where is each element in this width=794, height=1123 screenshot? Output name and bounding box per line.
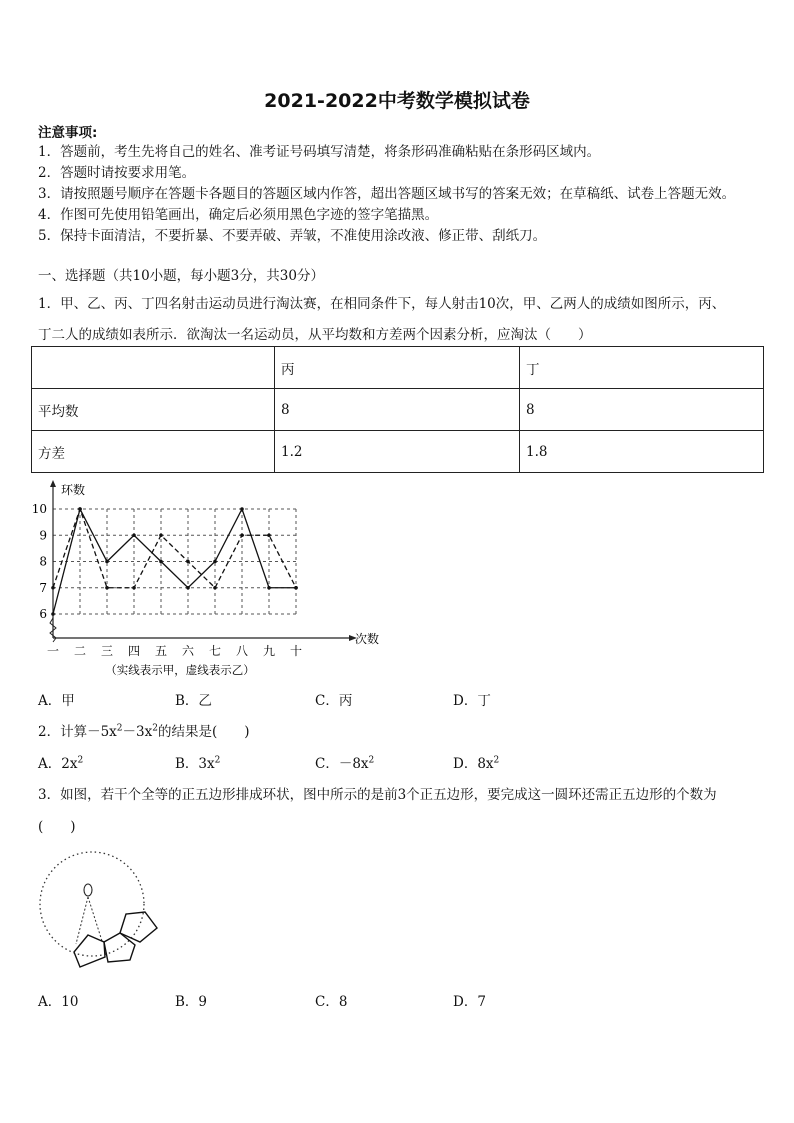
- q1-option-c[interactable]: C．丙: [315, 693, 353, 709]
- section-heading: 一、选择题（共10小题，每小题3分，共30分）: [38, 268, 324, 284]
- x-tick-label: 二: [73, 644, 87, 658]
- notice-item: 4．作图可先使用铅笔画出，确定后必须用黑色字迹的签字笔描黑。: [38, 207, 439, 223]
- x-tick-label: 八: [235, 644, 249, 658]
- y-tick-label: 10: [31, 502, 47, 516]
- y-tick-label: 6: [39, 607, 47, 621]
- notice-item: 3．请按照题号顺序在答题卡各题目的答题区域内作答，超出答题区域书写的答案无效；在草稿纸、试卷上答题无效。: [38, 186, 736, 202]
- exponent: 2: [214, 755, 221, 766]
- page-title: 2021-2022中考数学模拟试卷: [264, 90, 530, 112]
- option-label: B．3x: [175, 756, 215, 772]
- y-axis-arrow: [50, 480, 56, 487]
- pentagon-1: [74, 935, 105, 967]
- score-line-chart: [28, 478, 388, 683]
- data-point-乙: [213, 586, 217, 590]
- x-tick-label: 五: [154, 644, 168, 658]
- table-header-row: [32, 347, 764, 389]
- notice-item: 2．答题时请按要求用笔。: [38, 165, 196, 181]
- q3-option-b[interactable]: B．9: [175, 994, 208, 1010]
- score-table: [31, 346, 764, 473]
- q3-stem-line1: 3．如图，若干个全等的正五边形排成环状，图中所示的是前3个正五边形，要完成这一圆环还需正五边形的个数为: [38, 787, 717, 803]
- q1-option-a[interactable]: A．甲: [38, 693, 75, 709]
- table-cell: 8: [275, 389, 520, 431]
- q3-stem-line2: ( ): [38, 819, 76, 835]
- x-tick-label: 九: [262, 644, 276, 658]
- y-axis-label: 环数: [61, 483, 86, 497]
- data-point-甲: [186, 586, 190, 590]
- data-point-乙: [132, 586, 136, 590]
- q1-stem-line1: 1．甲、乙、丙、丁四名射击运动员进行淘汰赛，在相同条件下，每人射击10次，甲、乙两人的成绩如图所示，丙、: [38, 296, 726, 312]
- x-tick-label: 六: [181, 644, 195, 658]
- table-cell: 1.2: [275, 431, 520, 473]
- x-axis-label: 次数: [355, 632, 380, 646]
- notice-heading: 注意事项:: [38, 125, 98, 141]
- x-tick-label: 三: [100, 644, 114, 658]
- q2-option-a[interactable]: [38, 752, 83, 772]
- notice-item: 1．答题前，考生先将自己的姓名、准考证号码填写清楚，将条形码准确粘贴在条形码区域内。: [38, 144, 601, 160]
- table-cell: [32, 347, 275, 389]
- x-tick-label: 十: [289, 644, 303, 658]
- exponent: 2: [368, 755, 375, 766]
- y-tick-label: 8: [39, 554, 47, 569]
- q1-stem-line2: 丁二人的成绩如表所示．欲淘汰一名运动员，从平均数和方差两个因素分析，应淘汰（ ）: [38, 327, 592, 343]
- x-tick-label: 四: [127, 644, 141, 658]
- pentagon-ring-figure: [30, 842, 170, 977]
- data-point-乙: [240, 533, 244, 537]
- data-point-甲: [267, 586, 271, 590]
- data-point-乙: [78, 507, 82, 511]
- q2-option-d[interactable]: [453, 752, 499, 772]
- option-label: A．2x: [38, 756, 78, 772]
- table-row: [32, 389, 764, 431]
- table-row: [32, 431, 764, 473]
- data-point-乙: [51, 586, 55, 590]
- option-label: C．－8x: [315, 756, 369, 772]
- q2-text: －3x: [122, 724, 153, 740]
- table-cell: 方差: [32, 431, 275, 473]
- data-point-乙: [267, 533, 271, 537]
- x-tick-label: 一: [46, 644, 60, 658]
- q3-option-c[interactable]: C．8: [315, 994, 348, 1010]
- y-tick-label: 9: [39, 528, 47, 543]
- series-line-乙: [53, 509, 296, 588]
- table-cell: 丁: [520, 347, 764, 389]
- q2-option-c[interactable]: [315, 752, 374, 772]
- q3-option-a[interactable]: A．10: [38, 994, 79, 1010]
- table-cell: 1.8: [520, 431, 764, 473]
- table-cell: 平均数: [32, 389, 275, 431]
- q2-option-b[interactable]: [175, 752, 220, 772]
- exponent: 2: [152, 723, 158, 734]
- data-point-甲: [240, 507, 244, 511]
- q3-option-d[interactable]: D．7: [453, 994, 486, 1010]
- data-point-甲: [51, 612, 55, 616]
- radius-line: [88, 897, 102, 941]
- data-point-乙: [186, 560, 190, 564]
- data-point-甲: [132, 533, 136, 537]
- data-point-甲: [105, 560, 109, 564]
- q2-text: 2．计算－5x: [38, 724, 117, 740]
- q2-stem: [38, 720, 250, 740]
- x-tick-label: 七: [208, 644, 222, 658]
- q1-option-d[interactable]: D．丁: [453, 693, 491, 709]
- data-point-甲: [159, 560, 163, 564]
- table-cell: 丙: [275, 347, 520, 389]
- chart-caption: （实线表示甲，虚线表示乙）: [105, 663, 255, 677]
- option-label: D．8x: [453, 756, 494, 772]
- exponent: 2: [493, 755, 500, 766]
- center-o-label: [84, 884, 92, 896]
- notice-item: 5．保持卡面清洁，不要折暴、不要弄破、弄皱，不准使用涂改液、修正带、刮纸刀。: [38, 228, 547, 244]
- data-point-甲: [213, 560, 217, 564]
- exponent: 2: [116, 723, 123, 734]
- data-point-乙: [105, 586, 109, 590]
- q2-text: 的结果是( ): [157, 724, 250, 740]
- table-cell: 8: [520, 389, 764, 431]
- q1-option-b[interactable]: B．乙: [175, 693, 212, 709]
- exponent: 2: [77, 755, 84, 766]
- y-tick-label: 7: [39, 580, 47, 595]
- data-point-乙: [159, 533, 163, 537]
- data-point-乙: [294, 586, 298, 590]
